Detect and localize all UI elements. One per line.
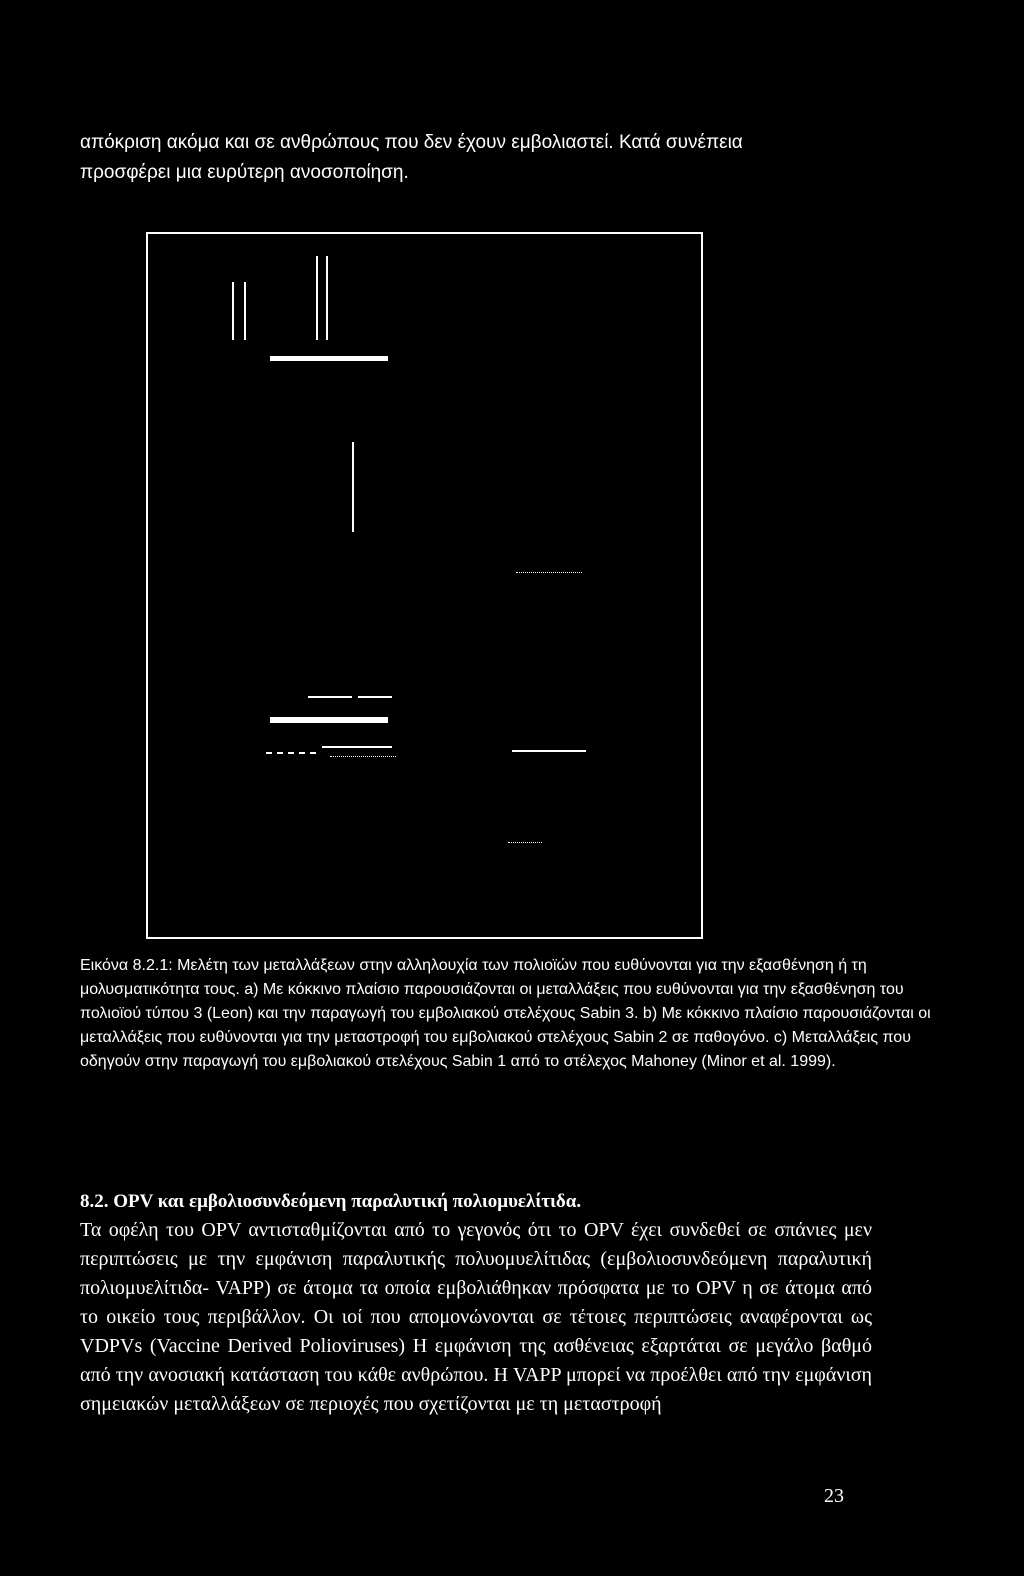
body-paragraph <box>80 1216 872 1419</box>
figure-mark-vline-4 <box>326 256 328 340</box>
figure-mark-bar-bottom <box>270 717 388 723</box>
figure-caption-label: Εικόνα 8.2.1: <box>80 957 173 974</box>
intro-paragraph <box>80 128 940 188</box>
figure-mark-vline-2 <box>244 282 246 340</box>
figure-mark-vline-3 <box>316 256 318 340</box>
figure-image <box>146 232 703 939</box>
body-paragraph-text: Τα οφέλη του OPV αντισταθμίζονται από το γεγονός ότι το OPV έχει συνδεθεί σε σπάνιες μεν περιπτώσεις με την εμφάνιση παραλυτικής πολυομυελίτιδας (εμβολιοσυνδεόμενη παραλυτική πολιομυελίτιδα- VAPP) σε άτομα τα οποία εμβολιάθηκαν πρόσφατα με το OPV η σε άτομα από το οικείο τους περιβάλλον. Οι ιοί που απομονώνονται σε τέτοιες περιπτώσεις αναφέρονται ως VDPVs (Vaccine Derived Polioviruses) Η εμφάνιση της ασθένειας εξαρτάται σε μεγάλο βαθμό από την ανοσιακή κατάσταση του κάθε ανθρώπου. Η VAPP μπορεί να προέλθει από την εμφάνιση σημειακών μεταλλάξεων σε περιοχές που σχετίζονται με τη μεταστροφή <box>80 1219 872 1415</box>
figure-mark-dash-1 <box>266 752 316 754</box>
figure-mark-dots-2 <box>330 756 396 757</box>
section-heading: 8.2. OPV και εμβολιοσυνδεόμενη παραλυτική πολιομυελίτιδα. <box>80 1191 582 1212</box>
figure-mark-line-2 <box>358 696 392 698</box>
figure-caption <box>80 954 950 1074</box>
intro-line-2: προσφέρει μια ευρύτερη ανοσοποίηση. <box>80 162 409 183</box>
figure-mark-vline-1 <box>232 282 234 340</box>
intro-line-1: απόκριση ακόμα και σε ανθρώπους που δεν έχουν εμβολιαστεί. Κατά συνέπεια <box>80 132 743 153</box>
figure-caption-text: Μελέτη των μεταλλάξεων στην αλληλουχία των πολιοϊών που ευθύνονται για την εξασθένηση ή τη μολυσματικότητα τους. a) Με κόκκινο πλαίσιο παρουσιάζονται οι μεταλλάξεις που ευθύνονται για την εξασθένηση του πολιοϊού τύπου 3 (Leon) και την παραγωγή του εμβολιακού στελέχους Sabin 3. b) Με κόκκινο πλαίσιο παρουσιάζονται οι μεταλλάξεις που ευθύνονται για την μεταστροφή του εμβολιακού στελέχους Sabin 2 σε παθογόνο. c) Μεταλλάξεις που οδηγούν στην παραγωγή του εμβολιακού στελέχους Sabin 1 από το στέλεχος Mahoney (Minor et al. 1999). <box>80 957 931 1070</box>
figure-mark-line-3 <box>322 746 392 748</box>
figure-mark-bar-top <box>270 356 388 361</box>
figure-mark-dots-3 <box>508 842 542 843</box>
figure-mark-dots-1 <box>516 572 582 573</box>
figure-mark-line-1 <box>308 696 352 698</box>
page-number: 23 <box>824 1485 844 1507</box>
figure-mark-vline-5 <box>352 442 354 532</box>
figure-mark-line-4 <box>512 750 586 752</box>
